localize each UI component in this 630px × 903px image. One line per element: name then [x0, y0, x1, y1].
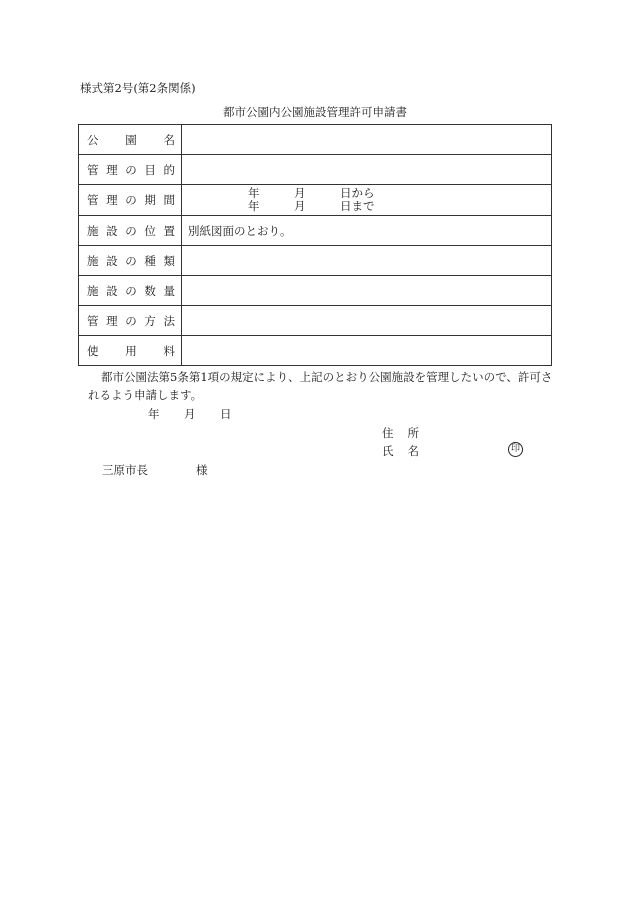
- label-char: の: [125, 283, 137, 298]
- label-char: 園: [125, 132, 137, 147]
- table-row: [79, 125, 552, 155]
- period-from-month: 月: [294, 186, 306, 200]
- request-statement: 都市公園法第5条第1項の規定により、上記のとおり公園施設を管理したいので、許可されるよう申請します。: [88, 370, 553, 402]
- label-char: 間: [163, 193, 175, 207]
- label-char: の: [125, 193, 137, 207]
- label-char: 理: [106, 162, 118, 177]
- label-char: 期: [144, 193, 156, 207]
- row-label-facility-type: [79, 246, 182, 276]
- label-char: 施: [87, 223, 99, 238]
- label-char: 位: [144, 223, 156, 238]
- period-to-year: 年: [248, 199, 260, 213]
- label-char: 氏: [382, 444, 394, 458]
- table-row: [79, 336, 552, 366]
- table-row: [79, 185, 552, 216]
- table-row: [79, 276, 552, 306]
- label-char: の: [125, 253, 137, 268]
- label-char: 料: [163, 343, 175, 358]
- period-field[interactable]: [182, 185, 552, 216]
- application-table: [78, 124, 552, 366]
- row-label-park-name: [79, 125, 182, 155]
- date-year: 年: [148, 407, 160, 421]
- label-char: の: [125, 162, 137, 177]
- date-day: 日: [220, 407, 232, 421]
- location-field[interactable]: 別紙図面のとおり。: [182, 216, 552, 246]
- period-to-day: 日まで: [340, 199, 375, 213]
- method-field[interactable]: [182, 306, 552, 336]
- row-label-fee: [79, 336, 182, 366]
- label-char: の: [125, 223, 137, 238]
- form-number: 様式第2号(第2条関係): [80, 81, 196, 95]
- label-char: 設: [106, 253, 118, 268]
- applicant-name-label: [382, 443, 419, 459]
- label-char: 理: [106, 193, 118, 207]
- label-char: 方: [144, 313, 156, 328]
- period-to: [248, 200, 551, 213]
- fee-field[interactable]: [182, 336, 552, 366]
- label-char: 法: [163, 313, 175, 328]
- applicant-address-label: [382, 425, 419, 441]
- purpose-field[interactable]: [182, 155, 552, 185]
- date-month: 月: [184, 407, 196, 421]
- label-char: 施: [87, 253, 99, 268]
- label-char: 名: [163, 132, 175, 147]
- recipient-mayor: 三原市長: [102, 463, 148, 477]
- recipient-honorific: 様: [196, 463, 208, 477]
- document-title: 都市公園内公園施設管理許可申請書: [223, 105, 407, 119]
- label-char: 目: [144, 162, 156, 177]
- label-char: 使: [87, 343, 99, 358]
- label-char: 類: [163, 253, 175, 268]
- seal-mark: 印: [508, 442, 523, 457]
- application-date[interactable]: [148, 406, 232, 422]
- label-char: 用: [125, 343, 137, 358]
- table-row: [79, 216, 552, 246]
- label-char: 施: [87, 283, 99, 298]
- park-name-field[interactable]: [182, 125, 552, 155]
- row-label-method: [79, 306, 182, 336]
- label-char: 管: [87, 162, 99, 177]
- row-label-period: [79, 185, 182, 216]
- label-char: 管: [87, 193, 99, 207]
- label-char: 名: [407, 444, 419, 458]
- table-row: [79, 246, 552, 276]
- row-label-quantity: [79, 276, 182, 306]
- facility-type-field[interactable]: [182, 246, 552, 276]
- quantity-field[interactable]: [182, 276, 552, 306]
- row-label-location: [79, 216, 182, 246]
- label-char: 置: [163, 223, 175, 238]
- period-from-year: 年: [248, 186, 260, 200]
- label-char: の: [125, 313, 137, 328]
- label-char: 公: [87, 132, 99, 147]
- period-from-day: 日から: [340, 186, 375, 200]
- label-char: 設: [106, 223, 118, 238]
- label-char: 住: [382, 426, 394, 440]
- label-char: 設: [106, 283, 118, 298]
- label-char: 種: [144, 253, 156, 268]
- label-char: 数: [144, 283, 156, 298]
- label-char: 管: [87, 313, 99, 328]
- label-char: 量: [163, 283, 175, 298]
- table-row: [79, 306, 552, 336]
- label-char: 理: [106, 313, 118, 328]
- row-label-purpose: [79, 155, 182, 185]
- label-char: 的: [163, 162, 175, 177]
- table-row: [79, 155, 552, 185]
- period-to-month: 月: [294, 199, 306, 213]
- label-char: 所: [407, 426, 419, 440]
